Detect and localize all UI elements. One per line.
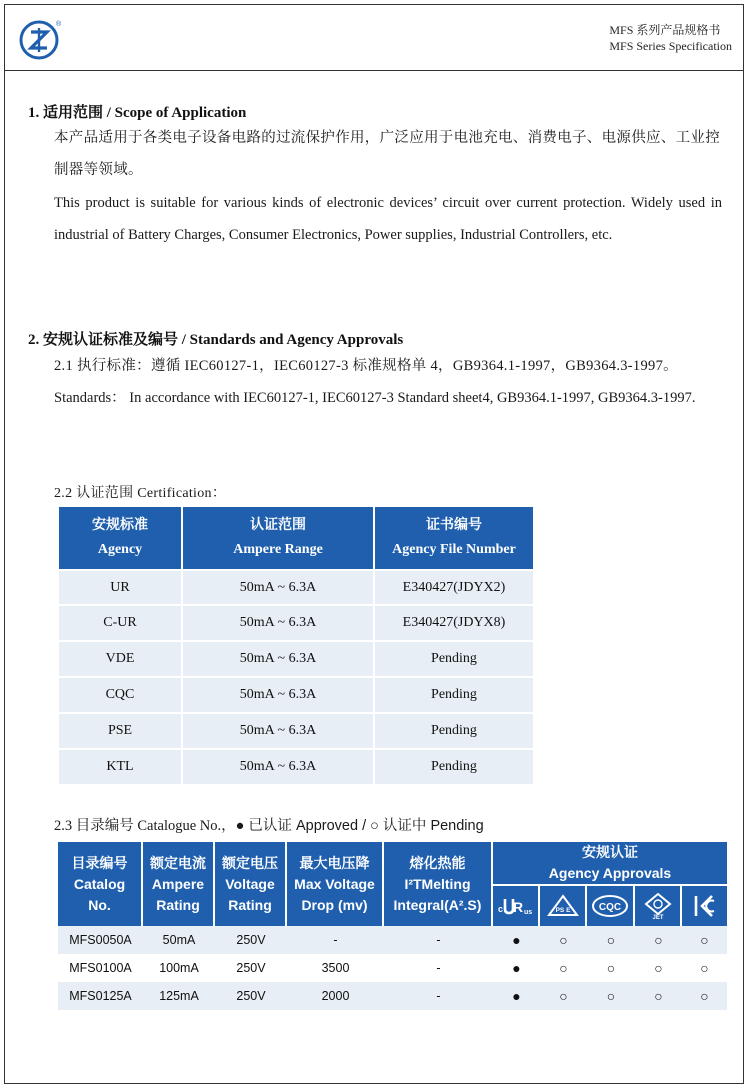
cat-header-mark-jet [635, 884, 682, 926]
cat-cell-i2t: - [384, 926, 493, 954]
cat-header-catalog-en1: Catalog [73, 875, 126, 892]
cert-cell-file: Pending [375, 640, 533, 676]
table-row [59, 676, 533, 712]
pending-circle-icon: ○ [635, 982, 682, 1010]
cert-header-agency-zh: 安规标准 [92, 518, 148, 533]
svg-text:®: ® [56, 21, 62, 28]
cat-cell-ampere: 100mA [159, 961, 199, 975]
svg-text:R: R [512, 899, 523, 915]
cert-header-agency [59, 507, 183, 569]
svg-text:JET: JET [651, 915, 664, 920]
cat-cell-i2t: - [384, 982, 493, 1010]
cert-cell-file: Pending [375, 712, 533, 748]
cat-header-drop [287, 842, 384, 926]
cat-cell-drop: 3500 [321, 961, 350, 975]
section-1-text-zh: 本产品适用于各类电子设备电路的过流保护作用，广泛应用于电池充电、消费电子、电源供应、工业控制器等领域。 [54, 130, 720, 178]
table-row [59, 640, 533, 676]
pending-circle-icon: ○ [540, 982, 587, 1010]
cat-header-voltage-zh: 额定电压 [222, 854, 278, 871]
cert-cell-range: 50mA ~ 6.3A [183, 712, 375, 748]
cert-header-file-zh: 证书编号 [426, 518, 482, 533]
cat-header-voltage [215, 842, 287, 926]
catalogue-heading-prefix: 2.3 目录编号 Catalogue No.， [54, 818, 236, 834]
approved-dot-icon: ● [512, 960, 521, 976]
pending-circle-icon: ○ [682, 982, 727, 1010]
pending-circle-icon: ○ [635, 926, 682, 954]
cat-cell-catalog: MFS0125A [58, 982, 143, 1010]
pending-circle-icon: ○ [606, 960, 616, 976]
standards-text-en: Standards： In accordance with IEC60127-1, IEC60127-3 Standard sheet4, GB9364.1-1997, GB9364.3-1997. [54, 390, 696, 406]
pending-circle-icon: ○ [587, 982, 635, 1010]
cert-cell-agency: CQC [59, 676, 183, 712]
cert-cell-file: E340427(JDYX2) [375, 569, 533, 604]
cat-header-voltage-en2: Rating [228, 896, 272, 913]
pending-circle-icon: ○ [682, 926, 727, 954]
section-1-title: 1. 适用范围 / Scope of Application [28, 105, 247, 121]
cert-header-agency-en: Agency [97, 542, 143, 557]
cert-header-file-en: Agency File Number [392, 542, 516, 557]
header-title-zh: MFS 系列产品规格书 [609, 23, 721, 37]
cat-cell-catalog: MFS0050A [58, 926, 143, 954]
catalogue-table [58, 842, 727, 1010]
cert-cell-file: Pending [375, 676, 533, 712]
cert-header-range-en: Ampere Range [233, 542, 323, 557]
svg-text:us: us [523, 909, 532, 916]
cat-header-mark-kc [682, 884, 727, 926]
cat-header-ampere-zh: 额定电流 [150, 854, 206, 871]
cert-cell-file: E340427(JDYX8) [375, 604, 533, 640]
table-row [59, 569, 533, 604]
pending-circle-icon: ○ [700, 960, 709, 976]
cert-cell-range: 50mA ~ 6.3A [183, 640, 375, 676]
cat-header-catalog-zh: 目录编号 [71, 854, 128, 871]
c-ur-us-icon [496, 894, 536, 918]
catalogue-heading [54, 815, 722, 837]
cat-header-catalog-en2: No. [88, 896, 111, 913]
pending-circle-icon: ○ [654, 960, 663, 976]
cert-cell-range: 50mA ~ 6.3A [183, 748, 375, 784]
certification-heading: 2.2 认证范围 Certification： [54, 486, 227, 501]
certification-table [59, 507, 533, 784]
svg-text:c: c [497, 904, 503, 914]
cert-header-range [183, 507, 375, 569]
cqc-icon [591, 894, 629, 918]
cat-header-agency-en: Agency Approvals [548, 865, 672, 881]
pending-circle-icon: ○ [559, 960, 568, 976]
cat-header-voltage-en1: Voltage [225, 875, 275, 892]
cat-header-i2t-en2: Integral(A².S) [393, 896, 482, 913]
section-2-title: 2. 安规认证标准及编号 / Standards and Agency Approvals [28, 332, 404, 348]
cert-cell-range: 50mA ~ 6.3A [183, 676, 375, 712]
company-logo-icon [18, 18, 62, 62]
standards-text-zh: 2.1 执行标准：遵循 IEC60127-1，IEC60127-3 标准规格单 4，GB9364.1-1997，GB9364.3-1997。 [54, 358, 678, 374]
approved-dot-icon: ● [493, 982, 540, 1010]
cat-cell-drop: - [287, 926, 384, 954]
cat-cell-ampere: 50mA [143, 926, 215, 954]
cert-cell-agency: UR [59, 569, 183, 604]
cat-header-drop-zh: 最大电压降 [299, 854, 370, 871]
section-1-text-en: This product is suitable for various kinds of electronic devices’ circuit over current protection. Widely used in industrial of Battery Charges, Consumer Electronics, Power supplies, Industrial Controllers, etc. [54, 195, 722, 243]
pse-icon [547, 894, 579, 918]
pending-circle-icon: ○ [370, 818, 379, 834]
pending-circle-icon: ○ [587, 926, 635, 954]
pending-circle-icon: ○ [540, 926, 587, 954]
cert-header-file [375, 507, 533, 569]
header-divider [4, 70, 744, 71]
table-row [58, 926, 727, 954]
cert-cell-range: 50mA ~ 6.3A [183, 604, 375, 640]
cat-cell-voltage: 250V [236, 961, 266, 975]
cat-header-ampere-en1: Ampere [151, 875, 205, 892]
table-row [59, 604, 533, 640]
cat-cell-i2t: - [436, 961, 441, 975]
approved-dot-icon: ● [235, 818, 245, 834]
cat-table-header-row-1 [58, 842, 727, 884]
cat-header-mark-ur [493, 884, 540, 926]
cat-header-catalog [58, 842, 143, 926]
cat-header-i2t-zh: 熔化热能 [409, 854, 466, 871]
cert-cell-agency: C-UR [59, 604, 183, 640]
cat-cell-voltage: 250V [215, 926, 287, 954]
svg-text:PS E: PS E [555, 907, 570, 914]
catalogue-heading-approved: 已认证 Approved / [244, 818, 371, 834]
cat-header-i2t [384, 842, 493, 926]
table-row [59, 712, 533, 748]
table-row [58, 982, 727, 1010]
cat-cell-catalog: MFS0100A [69, 961, 132, 975]
header-title-en: MFS Series Specification [609, 39, 732, 53]
table-row [58, 954, 727, 982]
cat-cell-voltage: 250V [215, 982, 287, 1010]
cat-header-agency [493, 842, 727, 884]
cat-header-mark-cqc [587, 884, 635, 926]
cert-cell-range: 50mA ~ 6.3A [183, 569, 375, 604]
cert-table-header [59, 507, 533, 569]
cert-cell-agency: VDE [59, 640, 183, 676]
cat-header-i2t-en1: I²TMelting [404, 875, 471, 892]
approved-dot-icon: ● [493, 926, 540, 954]
cat-cell-drop: 2000 [287, 982, 384, 1010]
cat-header-ampere-en2: Rating [156, 896, 200, 913]
svg-text:CQC: CQC [598, 902, 622, 913]
catalogue-heading-pending: 认证中 Pending [378, 818, 484, 834]
cert-cell-agency: KTL [59, 748, 183, 784]
cert-header-range-zh: 认证范围 [250, 518, 306, 533]
cat-header-ampere [143, 842, 215, 926]
cat-header-drop-en1: Max Voltage [294, 875, 375, 892]
document-header [609, 22, 732, 54]
jet-pse-icon [642, 892, 674, 920]
cert-cell-agency: PSE [59, 712, 183, 748]
table-row [59, 748, 533, 784]
cat-cell-ampere: 125mA [143, 982, 215, 1010]
cat-header-mark-pse [540, 884, 587, 926]
kc-icon [692, 893, 718, 919]
cert-cell-file: Pending [375, 748, 533, 784]
cat-header-agency-zh: 安规认证 [582, 844, 638, 860]
cat-header-drop-en2: Drop (mv) [301, 896, 368, 913]
